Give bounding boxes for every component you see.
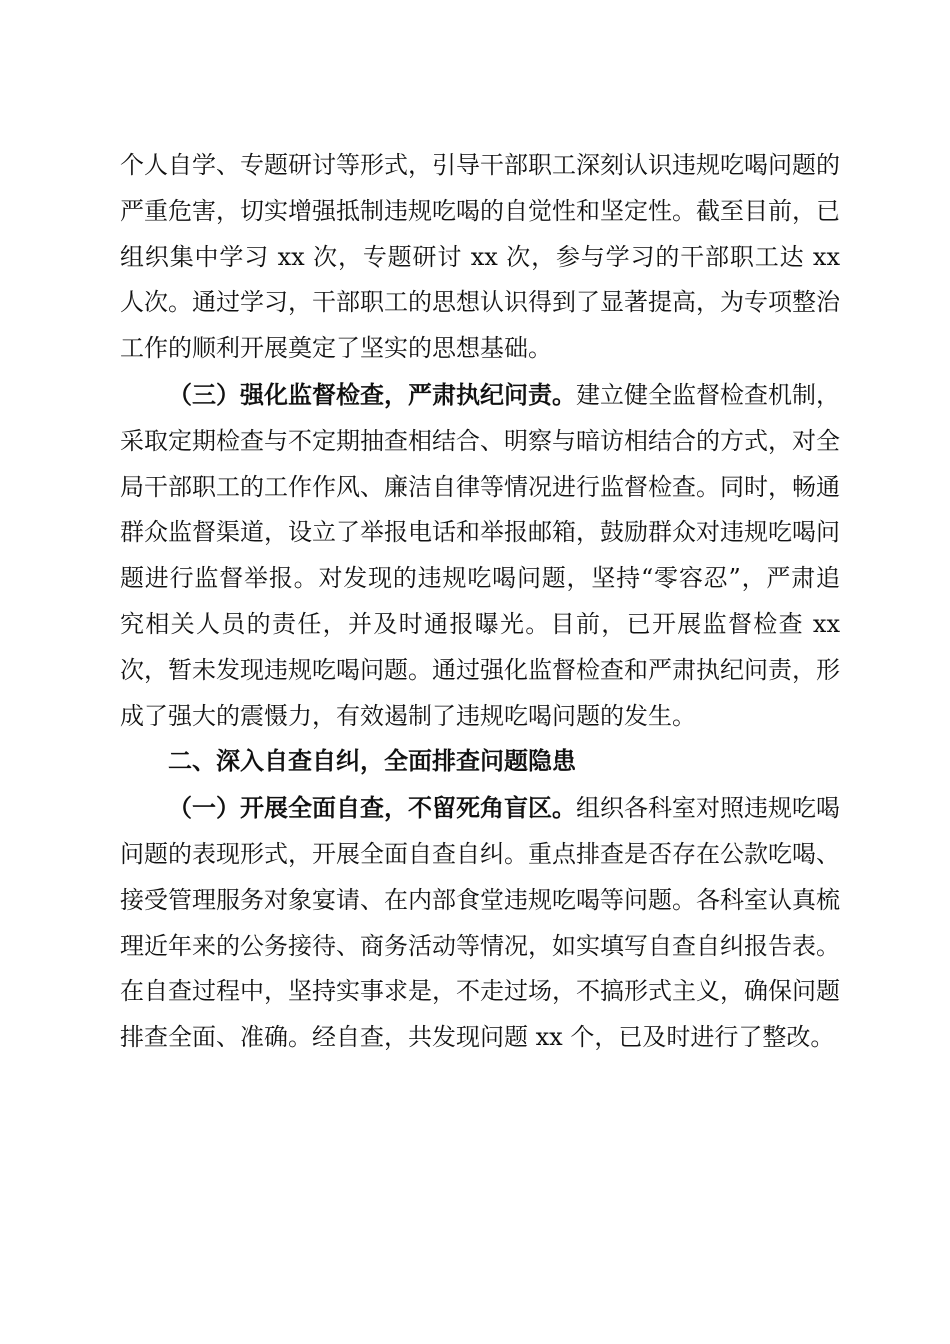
section-heading: 二、深入自查自纠，全面排查问题隐患 <box>168 747 576 776</box>
paragraph-lead-heading: （三）强化监督检查，严肃执纪问责。 <box>168 379 576 409</box>
paragraph-continuation: 个人自学、专题研讨等形式，引导干部职工深刻认识违规吃喝问题的严重危害，切实增强抵制违规吃喝的自觉性和坚定性。截至目前，已组织集中学习 xx 次，专题研讨 xx 次，参与学习的干部职工达 xx 人次。通过学习，干部职工的思想认识得到了显著提高，为专项整治工作的顺利开展奠定了坚实的思想基础。 <box>120 151 840 363</box>
paragraph-lead-heading: （一）开展全面自查，不留死角盲区。 <box>168 793 576 823</box>
paragraph-supervision <box>120 372 840 739</box>
paragraph-body-text: 组织各科室对照违规吃喝问题的表现形式，开展全面自查自纠。重点排查是否存在公款吃喝、接受管理服务对象宴请、在内部食堂违规吃喝等问题。各科室认真梳理近年来的公务接待、商务活动等情况，如实填写自查自纠报告表。在自查过程中，坚持实事求是，不走过场，不搞形式主义，确保问题排查全面、准确。经自查，共发现问题 xx 个，已及时进行了整改。 <box>120 794 840 1052</box>
paragraph-body-text: 建立健全监督检查机制，采取定期检查与不定期抽查相结合、明察与暗访相结合的方式，对全局干部职工的工作作风、廉洁自律等情况进行监督检查。同时，畅通群众监督渠道，设立了举报电话和举报邮箱，鼓励群众对违规吃喝问题进行监督举报。对发现的违规吃喝问题，坚持“零容忍”，严肃追究相关人员的责任，并及时通报曝光。目前，已开展监督检查 xx 次，暂未发现违规吃喝问题。通过强化监督检查和严肃执纪问责，形成了强大的震慑力，有效遏制了违规吃喝问题的发生。 <box>120 380 840 730</box>
document-body <box>120 143 840 1061</box>
paragraph-self-inspection <box>120 785 840 1061</box>
